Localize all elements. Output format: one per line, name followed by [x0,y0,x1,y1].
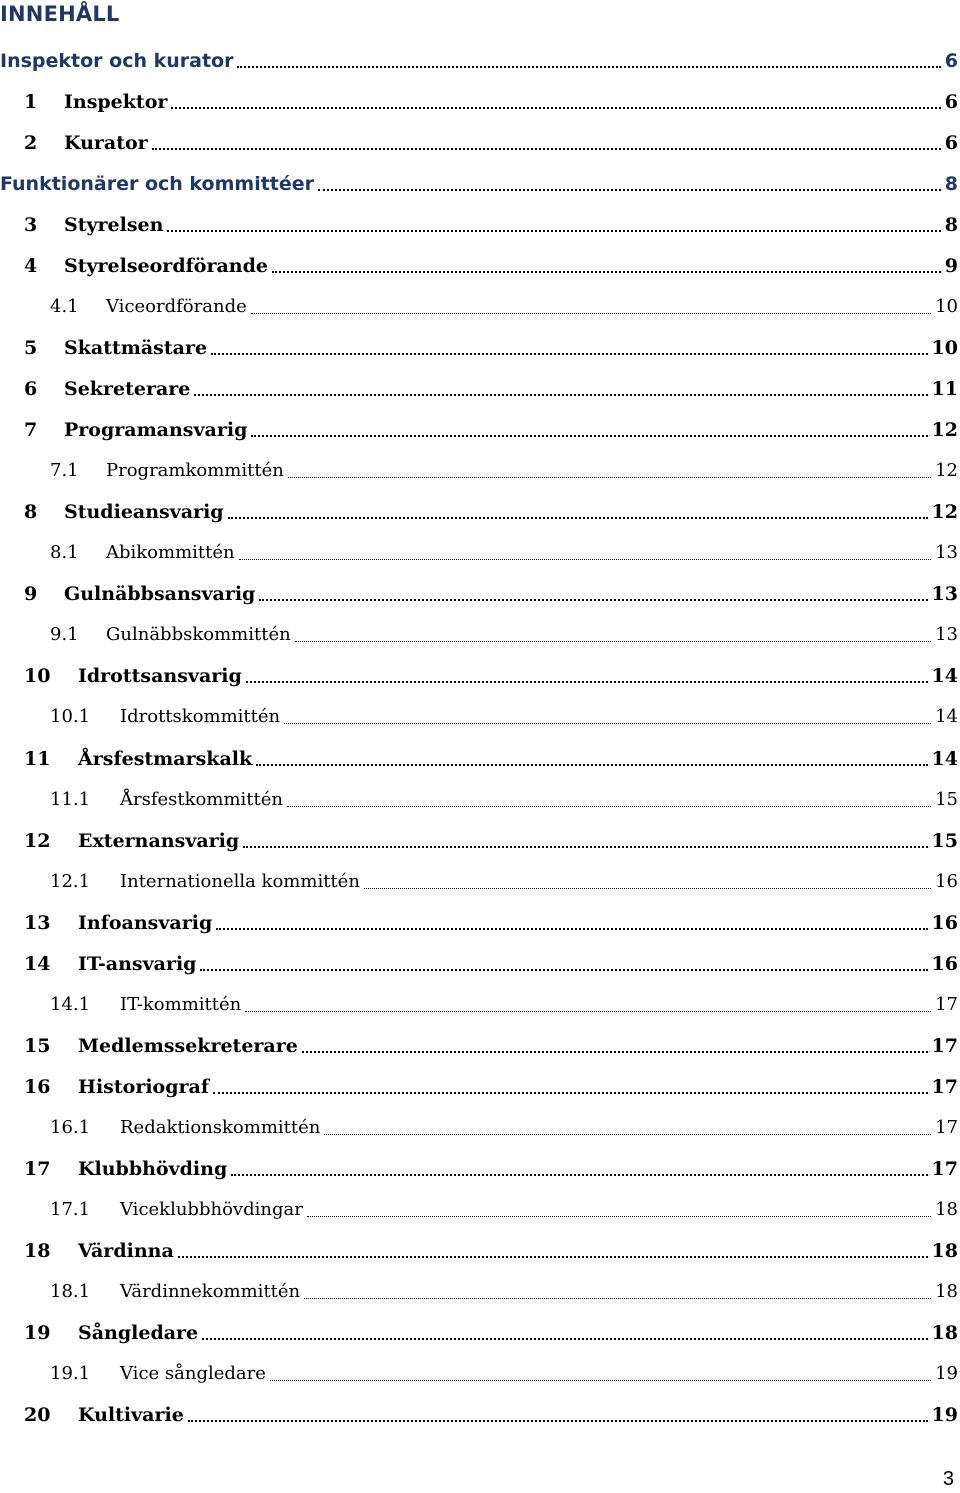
toc-entry-title: Idrottskommittén [120,706,281,728]
toc-entry-title: Sångledare [78,1321,199,1344]
toc-section-entry[interactable] [0,1236,960,1266]
toc-entry-title: Gulnäbbsansvarig [64,583,256,606]
toc-entry-number: 7 [24,419,38,442]
toc-section-entry[interactable] [0,661,960,691]
toc-entry-page: 6 [944,132,958,155]
toc-section-entry[interactable] [0,497,960,527]
toc-entry-number: 12.1 [50,870,91,892]
toc-entry-title: Programkommittén [106,460,284,482]
toc-entry-title: Historiograf [78,1075,209,1098]
toc-entry-page: 14 [935,706,958,728]
toc-subsection-entry[interactable] [0,990,960,1020]
toc-entry-title: Årsfestmarskalk [78,747,253,770]
toc-leader-dots [245,1011,931,1012]
toc-entry-title: Internationella kommittén [120,870,360,892]
toc-entry-number: 7.1 [50,460,79,482]
toc-subsection-entry[interactable] [0,785,960,815]
toc-entry-title: Abikommittén [106,542,235,564]
toc-entry-page: 10 [935,296,958,318]
toc-entry-title: Styrelseordförande [64,255,268,278]
toc-part-entry[interactable] [0,46,960,76]
toc-leader-dots [270,1380,931,1381]
toc-leader-dots [211,353,928,355]
toc-leader-dots [243,846,928,848]
toc-section-entry[interactable] [0,1318,960,1348]
toc-section-entry[interactable] [0,949,960,979]
toc-entry-title: Studieansvarig [64,501,224,524]
toc-leader-dots [213,1092,928,1094]
toc-entry-page: 14 [931,747,958,770]
toc-entry-number: 2 [24,132,38,155]
toc-section-entry[interactable] [0,251,960,281]
toc-part-entry[interactable] [0,169,960,199]
toc-entry-number: 11 [24,747,51,770]
toc-entry-number: 19 [24,1321,51,1344]
toc-entry-page: 13 [931,583,958,606]
toc-section-entry[interactable] [0,1154,960,1184]
toc-leader-dots [231,1174,928,1176]
toc-leader-dots [256,764,928,766]
toc-entry-title: Funktionärer och kommittéer [0,173,315,196]
toc-entry-number: 17 [24,1157,51,1180]
toc-leader-dots [324,1134,931,1135]
toc-subsection-entry[interactable] [0,292,960,322]
toc-entry-number: 4 [24,255,38,278]
toc-entry-number: 10.1 [50,706,91,728]
toc-leader-dots [364,888,931,889]
toc-entry-page: 17 [931,1075,958,1098]
toc-entry-page: 17 [935,1116,958,1138]
toc-entry-number: 17.1 [50,1198,91,1220]
toc-section-entry[interactable] [0,128,960,158]
toc-leader-dots [302,1051,928,1053]
toc-entry-page: 17 [931,1034,958,1057]
toc-entry-title: Inspektor och kurator [0,50,234,72]
toc-entry-page: 19 [931,1403,958,1426]
toc-entry-title: Redaktionskommittén [120,1116,321,1138]
toc-entry-page: 18 [931,1239,958,1262]
toc-entry-number: 8.1 [50,542,79,564]
toc-entry-number: 5 [24,337,38,360]
toc-entry-page: 19 [935,1362,958,1384]
toc-subsection-entry[interactable] [0,1113,960,1143]
toc-entry-number: 1 [24,91,38,114]
toc-entry-number: 18.1 [50,1280,91,1302]
toc-entry-number: 4.1 [50,296,79,318]
toc-entry-title: Medlemssekreterare [78,1034,298,1057]
toc-leader-dots [228,517,928,519]
toc-entry-number: 9 [24,583,38,606]
toc-section-entry[interactable] [0,908,960,938]
toc-section-entry[interactable] [0,579,960,609]
toc-entry-number: 14 [24,952,51,975]
toc-entry-page: 14 [931,665,958,688]
toc-entry-title: Kultivarie [78,1403,184,1426]
toc-subsection-entry[interactable] [0,867,960,897]
toc-leader-dots [237,66,941,68]
toc-entry-title: Inspektor [64,91,168,114]
toc-leader-dots [307,1216,931,1217]
toc-leader-dots [194,394,928,396]
toc-entry-number: 8 [24,501,38,524]
toc-entry-number: 13 [24,911,51,934]
toc-entry-title: Vice sångledare [120,1362,266,1384]
toc-entry-number: 20 [24,1403,51,1426]
toc-entry-number: 11.1 [50,788,91,810]
toc-leader-dots [295,641,931,642]
toc-entry-page: 10 [931,337,958,360]
toc-leader-dots [287,806,931,807]
toc-leader-dots [239,559,931,560]
toc-entry-page: 18 [935,1198,958,1220]
toc-entry-number: 16 [24,1075,51,1098]
toc-leader-dots [251,435,928,437]
toc-leader-dots [152,148,941,150]
toc-entry-title: Infoansvarig [78,911,213,934]
toc-entry-title: Viceklubbhövdingar [120,1198,303,1220]
toc-subsection-entry[interactable] [0,456,960,486]
toc-entry-title: IT-ansvarig [78,952,197,975]
toc-leader-dots [216,928,928,930]
toc-entry-title: Viceordförande [106,296,247,318]
toc-section-entry[interactable] [0,333,960,363]
toc-subsection-entry[interactable] [0,538,960,568]
toc-subsection-entry[interactable] [0,1277,960,1307]
toc-entry-page: 18 [935,1280,958,1302]
toc-entry-page: 16 [931,952,958,975]
toc-subsection-entry[interactable] [0,620,960,650]
toc-heading: INNEHÅLL [0,2,120,26]
toc-entry-number: 18 [24,1239,51,1262]
toc-entry-number: 12 [24,829,51,852]
toc-entry-page: 12 [931,419,958,442]
toc-subsection-entry[interactable] [0,1359,960,1389]
toc-entry-number: 3 [24,214,38,237]
toc-entry-page: 16 [935,870,958,892]
toc-entry-page: 15 [935,788,958,810]
toc-entry-page: 17 [931,1157,958,1180]
toc-section-entry[interactable] [0,1400,960,1430]
toc-subsection-entry[interactable] [0,702,960,732]
toc-entry-number: 9.1 [50,624,79,646]
toc-section-entry[interactable] [0,210,960,240]
toc-entry-title: Årsfestkommittén [120,788,283,810]
toc-section-entry[interactable] [0,744,960,774]
toc-entry-number: 19.1 [50,1362,91,1384]
toc-leader-dots [167,230,941,232]
toc-entry-number: 6 [24,378,38,401]
toc-entry-number: 14.1 [50,993,91,1015]
toc-entry-page: 6 [944,50,958,72]
toc-entry-title: IT-kommittén [120,993,242,1015]
toc-leader-dots [188,1420,928,1422]
toc-entry-page: 13 [935,624,958,646]
toc-section-entry[interactable] [0,1072,960,1102]
toc-entry-page: 12 [935,460,958,482]
toc-leader-dots [171,107,941,109]
toc-leader-dots [259,599,928,601]
toc-entry-page: 11 [931,378,958,401]
toc-entry-title: Programansvarig [64,419,248,442]
toc-entry-page: 13 [935,542,958,564]
toc-section-entry[interactable] [0,374,960,404]
toc-entry-number: 10 [24,665,51,688]
toc-entry-page: 8 [944,173,958,196]
toc-leader-dots [304,1298,931,1299]
toc-section-entry[interactable] [0,87,960,117]
toc-entry-title: Idrottsansvarig [78,665,242,688]
toc-leader-dots [272,271,941,273]
toc-entry-title: Externansvarig [78,829,240,852]
toc-entry-title: Värdinnekommittén [120,1280,301,1302]
toc-leader-dots [246,681,928,683]
toc-entry-page: 18 [931,1321,958,1344]
toc-subsection-entry[interactable] [0,1195,960,1225]
toc-leader-dots [251,313,931,314]
toc-entry-title: Skattmästare [64,337,208,360]
toc-leader-dots [202,1338,928,1340]
toc-leader-dots [288,477,931,478]
toc-entry-page: 12 [931,501,958,524]
toc-leader-dots [178,1256,928,1258]
toc-entry-title: Kurator [64,132,148,155]
toc-entry-title: Styrelsen [64,214,164,237]
toc-entry-page: 17 [935,993,958,1015]
toc-entry-page: 9 [944,255,958,278]
toc-leader-dots [284,723,931,724]
toc-section-entry[interactable] [0,826,960,856]
toc-entry-title: Gulnäbbskommittén [106,624,291,646]
toc-leader-dots [318,189,941,191]
toc-entry-page: 15 [931,829,958,852]
toc-section-entry[interactable] [0,1031,960,1061]
toc-entry-page: 8 [944,214,958,237]
toc-entry-title: Klubbhövding [78,1157,228,1180]
toc-entry-page: 16 [931,911,958,934]
page-number: 3 [942,1468,954,1490]
toc-section-entry[interactable] [0,415,960,445]
toc-leader-dots [200,969,928,971]
toc-entry-title: Värdinna [78,1239,174,1262]
toc-entry-title: Sekreterare [64,378,191,401]
toc-entry-number: 16.1 [50,1116,91,1138]
toc-entry-number: 15 [24,1034,51,1057]
toc-entry-page: 6 [944,91,958,114]
